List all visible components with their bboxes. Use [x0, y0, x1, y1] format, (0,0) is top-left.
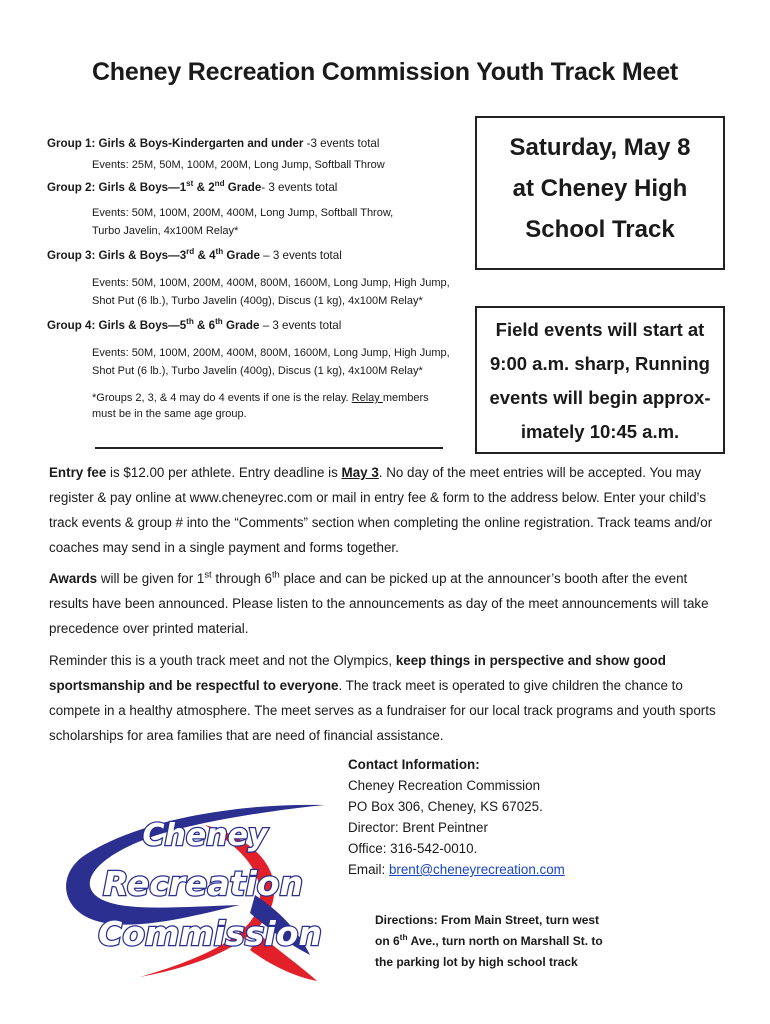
group-3-events-1: Events: 50M, 100M, 200M, 400M, 800M, 1600M, Long Jump, High Jump,	[92, 277, 450, 289]
cheney-recreation-logo	[55, 795, 345, 985]
awards-paragraph: Awards will be given for 1st through 6th place and can be picked up at the announcer’s booth after the event results have been announced. Please listen to the announcements as day of the meet announcements will take precedence over printed material.	[49, 569, 709, 636]
logo-word-recreation: Recreation	[103, 864, 303, 903]
logo-word-cheney: Cheney	[142, 818, 268, 853]
group-1-events: Events: 25M, 50M, 100M, 200M, Long Jump, Softball Throw	[92, 159, 385, 171]
group-4-events-1: Events: 50M, 100M, 200M, 400M, 800M, 1600M, Long Jump, High Jump,	[92, 347, 450, 359]
divider-line	[95, 447, 443, 449]
group-1-heading: Group 1: Girls & Boys-Kindergarten and under -3 events total	[47, 137, 380, 150]
group-4-events-2: Shot Put (6 lb.), Turbo Javelin (400g), Discus (1 kg), 4x100M Relay*	[92, 365, 423, 377]
page-title: Cheney Recreation Commission Youth Track Meet	[91, 58, 679, 86]
contact-information: Contact Information: Cheney Recreation Commission PO Box 306, Cheney, KS 67025. Director: Brent Peintner Office: 316-542-0010. Email: brent@cheneyrecreation.com	[348, 757, 565, 877]
reminder-paragraph: Reminder this is a youth track meet and not the Olympics, keep things in perspective and show good sportsmanship and be respectful to everyone. The track meet is operated to give children the chance to compete in a healthy atmosphere. The meet serves as a fundraiser for our local track programs and youth sports scholarships for area families that are need of financial assistance.	[49, 653, 716, 743]
event-times-box: Field events will start at 9:00 a.m. sharp, Running events will begin approx- imately 10:45 a.m.	[475, 306, 725, 454]
group-2-heading: Group 2: Girls & Boys—1st & 2nd Grade- 3 events total	[47, 179, 338, 194]
group-3-events-2: Shot Put (6 lb.), Turbo Javelin (400g), Discus (1 kg), 4x100M Relay*	[92, 295, 423, 307]
group-2-events-1: Events: 50M, 100M, 200M, 400M, Long Jump, Softball Throw,	[92, 207, 394, 219]
groups-section	[47, 136, 467, 422]
group-4-heading: Group 4: Girls & Boys—5th & 6th Grade – 3 events total	[47, 317, 342, 332]
group-3-heading: Group 3: Girls & Boys—3rd & 4th Grade – 3 events total	[47, 247, 342, 262]
date-location-box: Saturday, May 8 at Cheney High School Track	[475, 116, 725, 270]
relay-note: *Groups 2, 3, & 4 may do 4 events if one is the relay. Relay members must be in the same age group.	[92, 392, 429, 420]
group-2-events-2: Turbo Javelin, 4x100M Relay*	[92, 225, 239, 237]
email-link[interactable]: brent@cheneyrecreation.com	[388, 862, 565, 877]
directions: Directions: From Main Street, turn west on 6th Ave., turn north on Marshall St. to the parking lot by high school track	[375, 913, 603, 969]
entry-fee-paragraph: Entry fee is $12.00 per athlete. Entry deadline is May 3. No day of the meet entries will be accepted. You may register & pay online at www.cheneyrec.com or mail in entry fee & form to the address below. Enter your child’s track events & group # into the “Comments” section when completing the online registration. Track teams and/or coaches may send in a single payment and forms together.	[49, 465, 713, 555]
logo-word-commission: Commission	[98, 914, 322, 953]
